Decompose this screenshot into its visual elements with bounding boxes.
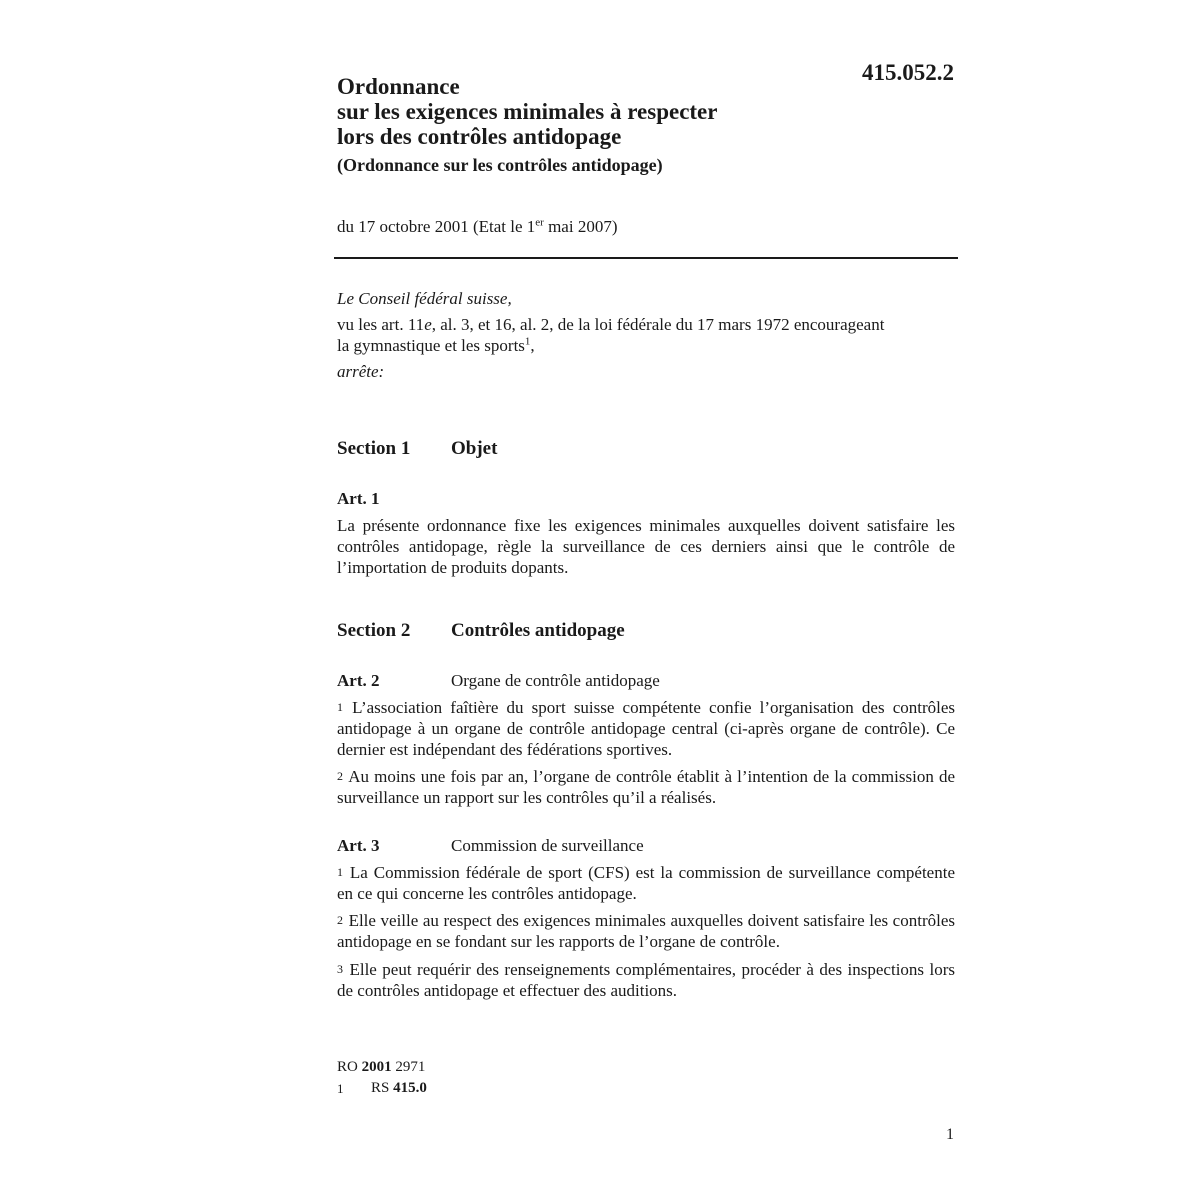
art-3-paragraph-3 (337, 959, 955, 1001)
art-3-paragraph-2 (337, 910, 955, 952)
preamble-basis-line-2 (337, 335, 535, 356)
footnote-ref: 415.0 (393, 1080, 427, 1096)
date-line (337, 216, 617, 237)
preamble-basis-line-1 (337, 314, 884, 335)
paragraph-number: 1 (337, 865, 343, 879)
date-suffix: mai 2007) (543, 217, 618, 236)
basis-end: , (530, 336, 535, 355)
ro-prefix: RO (337, 1059, 362, 1075)
footnote-text (371, 1078, 427, 1099)
art-2-title: Organe de contrôle antidopage (451, 671, 660, 690)
paragraph-text: L’association faîtière du sport suisse compétente confie l’organisation des contrôles antidopage à un organe de contrôle antidopage central (ci-après organe de contrôle). Ce dernier est indépendant des fédérations sportives. (337, 698, 956, 759)
paragraph-text: Elle veille au respect des exigences minimales auxquelles doivent satisfaire les contrôles antidopage en se fondant sur les rapports de l’organe de contrôle. (337, 911, 955, 951)
title-line-1: Ordonnance (337, 74, 460, 99)
paragraph-number: 1 (337, 700, 343, 714)
date-superscript: er (535, 216, 544, 229)
short-title: (Ordonnance sur les contrôles antidopage) (337, 155, 663, 175)
footnote-number: 1 (337, 1081, 344, 1096)
preamble-authority: Le Conseil fédéral suisse, (337, 289, 512, 308)
section-1-title: Objet (451, 438, 498, 459)
basis-text-2: la gymnastique et les sports (337, 336, 525, 355)
section-1-label: Section 1 (337, 438, 411, 459)
ro-page: 2971 (391, 1059, 426, 1075)
paragraph-text: Au moins une fois par an, l’organe de contrôle établit à l’intention de la commission de surveillance un rapport sur les contrôles qu’il a réalisés. (337, 767, 956, 807)
art-3-paragraph-1 (337, 862, 955, 904)
paragraph-number: 3 (337, 962, 343, 976)
art-1-label: Art. 1 (337, 489, 380, 508)
preamble-decree: arrête: (337, 362, 385, 381)
art-2-label: Art. 2 (337, 671, 380, 690)
section-2-title: Contrôles antidopage (451, 620, 625, 641)
title-line-3: lors des contrôles antidopage (337, 124, 622, 149)
date-prefix: du 17 octobre 2001 (Etat le 1 (337, 217, 536, 236)
basis-italic-letter: e (424, 315, 432, 334)
title-line-2: sur les exigences minimales à respecter (337, 99, 718, 124)
page-number: 1 (946, 1126, 954, 1143)
basis-text: , al. 3, et 16, al. 2, de la loi fédérale du 17 mars 1972 encourageant (431, 315, 885, 334)
footnote-prefix: RS (371, 1080, 394, 1096)
paragraph-text: La Commission fédérale de sport (CFS) est la commission de surveillance compétente en ce qui concerne les contrôles antidopage. (337, 863, 956, 903)
art-3-title: Commission de surveillance (451, 836, 644, 855)
footnote-marker: 1 (524, 335, 531, 348)
art-1-paragraph: La présente ordonnance fixe les exigences minimales auxquelles doivent satisfaire les contrôles antidopage, règle la surveillance de ces derniers ainsi que le contrôle de l’importation de produits dopants. (337, 516, 955, 577)
paragraph-text: Elle peut requérir des renseignements complémentaires, procéder à des inspections lors de contrôles antidopage et effectuer des auditions. (337, 960, 956, 1000)
ro-year: 2001 (361, 1059, 392, 1075)
art-2-paragraph-2 (337, 766, 955, 808)
art-3-label: Art. 3 (337, 836, 380, 855)
paragraph-number: 2 (337, 913, 343, 927)
sr-number: 415.052.2 (862, 60, 954, 85)
paragraph-number: 2 (337, 769, 343, 783)
basis-prefix: vu les art. 11 (337, 315, 425, 334)
section-2-label: Section 2 (337, 620, 411, 641)
header-rule (334, 257, 958, 259)
art-2-paragraph-1 (337, 697, 955, 760)
ro-reference (337, 1057, 425, 1078)
